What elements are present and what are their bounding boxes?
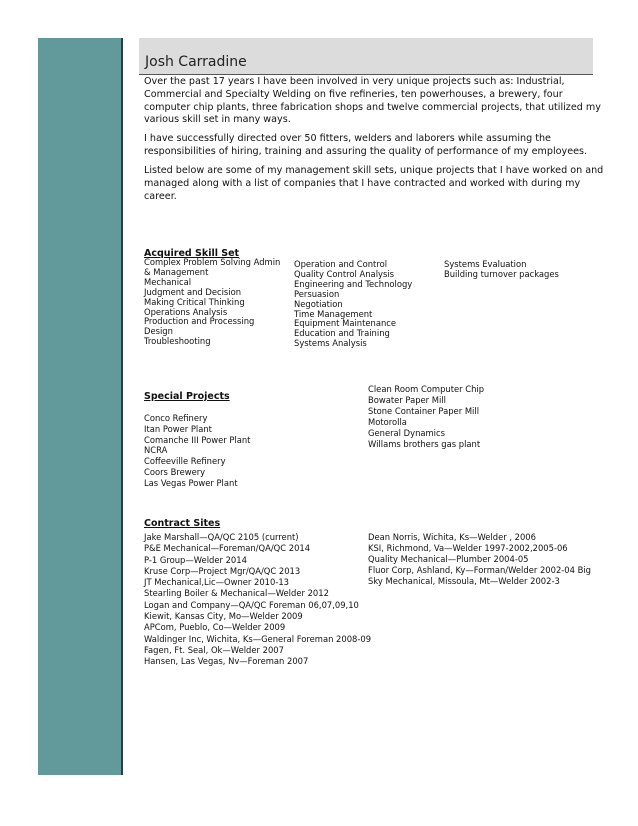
project-item: Stone Container Paper Mill (368, 406, 480, 416)
skill-item: Engineering and Technology (294, 278, 413, 289)
contract-item: Quality Mechanical—Plumber 2004-05 (368, 554, 529, 565)
projects-column-2 (368, 384, 484, 450)
skill-item: Building turnover packages (444, 268, 559, 279)
skill-item: Judgment and Decision (144, 286, 242, 297)
contract-item: Kiewit, Kansas City, Mo—Welder 2009 (144, 611, 303, 622)
sidebar-edge (121, 38, 123, 775)
contract-item: Fagen, Ft. Seal, Ok—Welder 2007 (144, 644, 284, 655)
contract-item: Sky Mechanical, Missoula, Mt—Welder 2002-3 (368, 576, 560, 587)
summary-paragraph-1: Over the past 17 years I have been involved in very unique projects such as: Industrial, Commercial and Specialty Welding on five refineries, ten powerhouses, a brewery, four computer chip plants, three fabrication shops and twelve commercial projects, that utilized my various skill set in many ways. (144, 76, 601, 126)
summary-paragraph-2: I have successfully directed over 50 fitters, welders and laborers while assuming the responsibilities of hiring, training and assuring the quality of performance of my employees. (144, 133, 588, 157)
project-item: Conco Refinery (144, 413, 208, 423)
project-item: Willams brothers gas plant (368, 439, 481, 449)
skills-column-1 (144, 258, 280, 347)
skill-item: Operation and Control (294, 259, 388, 269)
project-item: General Dynamics (368, 428, 445, 438)
skills-column-2 (294, 260, 412, 349)
contract-item: Stearling Boiler & Mechanical—Welder 2012 (144, 588, 329, 599)
skill-item: Equipment Maintenance (294, 318, 397, 329)
skills-column-3 (444, 260, 559, 280)
project-item: Bowater Paper Mill (368, 395, 446, 405)
project-item: Comanche III Power Plant (144, 434, 251, 445)
skill-item: Operations Analysis (144, 306, 228, 317)
contract-item: Fluor Corp, Ashland, Ky—Forman/Welder 2002-04 Big (368, 565, 592, 576)
skill-item: Troubleshooting (144, 336, 211, 347)
skill-item: Complex Problem Solving Admin (144, 257, 281, 267)
contract-item: KSI, Richmond, Va—Welder 1997-2002,2005-06 (368, 543, 568, 554)
contracts-heading: Contract Sites (144, 518, 221, 529)
project-item: Clean Room Computer Chip (368, 384, 485, 394)
project-item: Motorolla (368, 417, 407, 427)
contract-item: Logan and Company—QA/QC Foreman 06,07,09,10 (144, 599, 359, 610)
resume-name: Josh Carradine (145, 54, 247, 70)
project-item: Coffeeville Refinery (144, 456, 226, 467)
skill-item: Making Critical Thinking (144, 296, 245, 307)
contract-item: Jake Marshall—QA/QC 2105 (current) (144, 532, 299, 542)
sidebar-band (38, 38, 122, 775)
skill-item: Negotiation (294, 298, 343, 309)
contract-item: Waldinger Inc, Wichita, Ks—General Foreman 2008-09 (144, 633, 372, 644)
contract-item: Kruse Corp—Project Mgr/QA/QC 2013 (144, 565, 301, 576)
contract-item: Hansen, Las Vegas, Nv—Foreman 2007 (144, 656, 309, 667)
skill-item: Persuasion (294, 288, 340, 299)
project-item: Coors Brewery (144, 466, 206, 477)
contract-item: JT Mechanical,Lic—Owner 2010-13 (144, 577, 290, 588)
contract-item: APCom, Pueblo, Co—Welder 2009 (144, 622, 286, 633)
skills-heading: Acquired Skill Set (144, 248, 240, 259)
skill-item: Systems Evaluation (444, 259, 527, 269)
contract-item: P&E Mechanical—Foreman/QA/QC 2014 (144, 543, 311, 554)
projects-heading: Special Projects (144, 391, 230, 402)
skill-item: & Management (144, 266, 209, 277)
skill-item: Mechanical (144, 276, 192, 287)
skill-item: Production and Processing (144, 316, 255, 327)
contract-item: Dean Norris, Wichita, Ks—Welder , 2006 (368, 532, 536, 542)
contracts-left-column (144, 532, 371, 668)
skill-item: Quality Control Analysis (294, 268, 395, 279)
contracts-right-column (368, 532, 591, 587)
skill-item: Systems Analysis (294, 338, 367, 349)
project-item: NCRA (144, 445, 168, 456)
summary-paragraph-3: Listed below are some of my management skill sets, unique projects that I have worked on and managed along with a list of companies that I have contracted and worked with during my career. (144, 165, 604, 202)
skill-item: Time Management (294, 308, 373, 319)
contract-item: P-1 Group—Welder 2014 (144, 554, 247, 565)
skill-item: Design (144, 326, 173, 337)
project-item: Itan Power Plant (144, 423, 212, 434)
projects-column-1 (144, 413, 250, 489)
skill-item: Education and Training (294, 328, 390, 339)
project-item: Las Vegas Power Plant (144, 477, 238, 488)
